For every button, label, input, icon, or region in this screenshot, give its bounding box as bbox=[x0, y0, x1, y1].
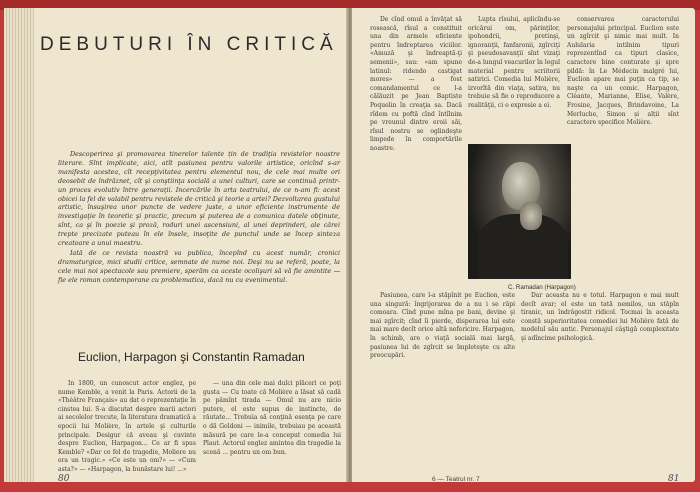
photo-caption: C. Ramadan (Harpagon) bbox=[508, 284, 576, 291]
paragraph: Lupta rîsului, aplicîndu-se oricărui om, părinţilor, ipohondrii, pretinşi, ignoranţii, fanfaronii, zgîrciţi şi pseudosavanţii sînt vizaţi de-a lungul veacurilor în legul material pentru scriitorii satirici. Comedia lui Molière, izvorîtă din viaţa, satira, nu trebuie să fie o reproducere a realităţii, ci o expresie a ei. bbox=[468, 16, 560, 109]
paragraph: conservarea caracterului personajului principal. Euclion este un zgîrcit şi nimic mai mult. In Aulularia intilnim tipuri reprezentînd ca tipuri clasice, caractere bine conturate şi spre pildă: în Le Médecin malgré lui, Euclion apare mai puţin ca tip, se naşte ca un comic. Harpagon, Cléante, Marianne, Elise, Valère, Frosine, Jacques, Brindavoine, La Merluche, Simon și alții sînt caractere specifice Molière. bbox=[567, 16, 679, 127]
page-number-right: 81 bbox=[668, 474, 680, 484]
text-column bbox=[370, 292, 515, 361]
paragraph: — una din cele mai dulci plăceri ce poţi gusta — Cu toate că Molière a lăsat să cadă pe pămînt tirada — Omul nu are nicio putere, el este supus de instincte, de răutate... Trebuia să conţină esenţa pe care o dă Goldoni — inimile, trebuiau pe această măsură pe care le-a conceput comedia lui Plaut. Actorul englez amintea din tragedie la scenă ... pentru un om bun. bbox=[203, 380, 341, 456]
paragraph: Pasiunea, care l-a stăpînit pe Euclion, este una singură: îngrijorarea de a nu i se răpi comoara. Cînd pune mîna pe bani, devine şi mai zgîrcit; cînd îi pierde, disperarea lui este mai mare decît orice altă nefericire. Harpagon, în schimb, are o viaţă socială mai largă, pasiunea lui de zgîrcit se împleteşte cu alte preocupări. bbox=[370, 292, 515, 360]
text-column bbox=[521, 292, 679, 344]
page-number-left: 80 bbox=[58, 474, 70, 484]
article-subtitle: Euclion, Harpagon şi Constantin Ramadan bbox=[78, 350, 305, 364]
page-footer: 6 — Teatrul nr. 7 bbox=[432, 476, 480, 483]
text-column bbox=[58, 380, 196, 475]
intro-paragraph: Iată de ce revista noastră va publica, începînd cu acest număr, cronici dramaturgice, mici studii critice, semnate de nume noi. Deşi nu se referă, poate, la cele mai noi spectacole sau premiere, sperăm ca aceste ocolişuri să vă fie amintite — fie ele roman contemporane cu problematica, dacă nu cu evenimentul. bbox=[58, 248, 340, 284]
text-column bbox=[468, 16, 560, 111]
paragraph: Dar aceasta nu e totul. Harpagon e mai mult decît avar; el este un tată nemilos, un stăpîn tiranic, un îndrăgostit ridicol. Tocmai în aceasta constă superioritatea comediei lui Molière față de modelul său antic. Personajul câştigă complexitate şi adîncime psihologică. bbox=[521, 292, 679, 342]
text-column bbox=[203, 380, 341, 457]
intro-paragraph: Descoperirea şi promovarea tinerelor talente țin de tradiţia revistelor noastre literare. Sînt implicate, aici, atît pasiunea pentru valorile artistice, oricînd s-ar manifesta acestea, cît recepţivitatea pentru elementul nou, de cele mai multe ori deosebit de îndrăznet, cît şi conştiinţa socială a unei culturi, care se continuă printr-un proces evolutiv între generaţii. Incercările în arta teatrului, de ce n-am fi: acest obicei la fel de valabil pentru revistele de critică şi teorie a artei? Dezvoltarea gustului artistic, însuşirea unor puncte de vedere juste, a unor eficiente instrumente de investigaţie în teoretic şi practic, precum şi puterea de a comunica datele obţinute, sînt, ca şi în poezie şi proză, roduri unei ascensiuni, al unei deprinderi, ale cărei trepte precizate puteau în ele însele, insoţite de punctul unde se încep sinteza creatoare a unui maestru. bbox=[58, 150, 340, 248]
paragraph: In 1800, un cunoscut actor englez, pe nume Kemble, a venit la Paris. Actorii de la «Théâtre Français» au dat o reprezentaţie în cinstea lui. S-a discutat despre marii actori ai secolelor trecute, în literatura dramatică a epocii lui Molière, în artele şi culturile principale. Desigur că aveau şi cuvinte despre Euclion, Harpagon... Ce ar fi spus Kemble? «Dar ce fel de tragedie, Moliere nu era un tragic.» «Ce este un om?» — «Cum asta?» — «Harpagon, la bunăstare lui! ...» bbox=[58, 380, 196, 473]
text-column bbox=[370, 16, 462, 154]
text-column bbox=[567, 16, 679, 128]
paragraph: De cînd omul a învăţat să rosească, rîsul a constituit una din armele eficiente pentru îndreptarea viciilor. «Amuză şi îndreaptă-ţi semenii», sau: «am spune latinul: ridendo castigat mores» — a fost comandamentul ce l-a călăuzit pe Jean Baptiste Poquelin în creaţia sa. Dacă rîdem cu poftă cînd întîlnim pe vreunul dintre eroii săi, rîsul nostru se oglindeşte limpede în comportările noastre. bbox=[370, 16, 462, 152]
photo-figure-hand bbox=[520, 202, 542, 230]
page-edges bbox=[4, 8, 34, 482]
actor-photo bbox=[468, 144, 571, 279]
article-title: DEBUTURI ÎN CRITICĂ bbox=[40, 34, 338, 55]
intro-text bbox=[58, 150, 340, 286]
